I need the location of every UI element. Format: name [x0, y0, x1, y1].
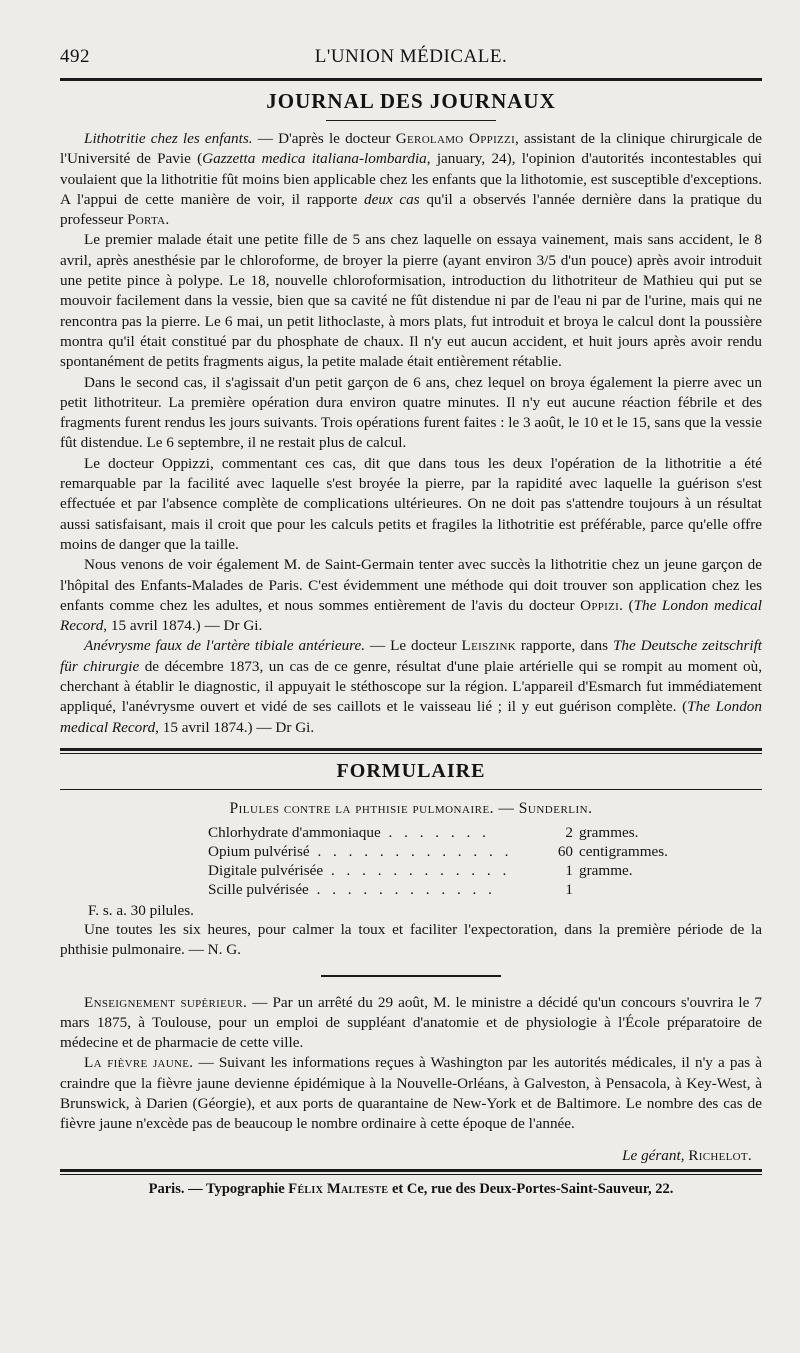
- formulaire-rule: [60, 748, 762, 754]
- source-citation: The London medical Record: [60, 596, 762, 635]
- prescription-table: [208, 824, 668, 900]
- article-paragraph: Nous venons de voir également M. de Saint-Germain tenter avec succès la lithotritie chez un jeune garçon de l'hôpital des Enfants-Malades de Paris. C'est évidemment une méthode qui doit trouver son application chez les enfants comme chez les adultes, et nous sommes entièrement de l'avis du docteur Oppizi. (The London medical Record, 15 avril 1874.) — Dr Gi.: [60, 556, 762, 635]
- article-anevrysme: Anévrysme faux de l'artère tibiale antérieure. — Le docteur Leiszink rapporte, dans The Deutsche zeitschrift für chirurgie de décembre 1873, un cas de ce genre, résultat d'une plaie artérielle qui se rompit au moment où, cherchant à établir le diagnostic, il appuyait le stéthoscope sur la région. L'appareil d'Esmarch fut immédiatement appliqué, l'anévrysme ouvert et vidé de ses caillots et le vaisseau lié ; il y eut guérison complète. (The London medical Record, 15 avril 1874.) — Dr Gi.: [60, 637, 763, 736]
- formulaire-title-rule: [60, 789, 762, 790]
- page-header: [60, 46, 762, 76]
- article-paragraph: Dans le second cas, il s'agissait d'un petit garçon de 6 ans, chez lequel on broya également la pierre avec un petit lithotriteur. La première opération dura environ quatre minutes. Il n'y eut aucune réaction fébrile et des fragments furent rendus les jours suivants. Trois opérations furent faites : le 3 août, le 10 et le 15, sans que la vessie fût distendue. Le 6 septembre, il ne restait plus de calcul.: [60, 373, 762, 452]
- news-heading: La fièvre jaune.: [84, 1054, 194, 1072]
- news-item: La fièvre jaune. — Suivant les informations reçues à Washington par les autorités médicales, il n'y a pas à craindre que la fièvre jaune devienne épidémique à la Nouvelle-Orléans, à Galveston, à Pensacola, à Key-West, à Brunswick, à Darien (Géorgie), et aux ports de quarantaine de New-York et de Baltimore. Le nombre des cas de fièvre jaune n'excède pas de beaucoup le nombre ordinaire à cette époque de l'année.: [60, 1054, 762, 1133]
- header-rule: [60, 78, 762, 81]
- signature-name: Richelot.: [688, 1146, 752, 1164]
- footer-rule: [60, 1169, 762, 1175]
- prescription-row: Digitale pulvérisée . . . . . . . . . . . . 1 gramme.: [208, 861, 633, 879]
- author-name: Gerolamo Oppizzi: [395, 130, 516, 147]
- journal-section-title: JOURNAL DES JOURNAUX: [266, 89, 556, 113]
- prescription-row: Opium pulvérisé . . . . . . . . . . . . . 60 centigrammes.: [208, 842, 668, 860]
- news-item: Enseignement supérieur. — Par un arrêté du 29 août, M. le ministre a décidé qu'un concours s'ouvrira le 7 mars 1875, à Toulouse, pour un emploi de suppléant d'anatomie et de physiologie à l'École préparatoire de médecine et de pharmacie de cette ville.: [60, 993, 762, 1052]
- news-divider: [321, 975, 501, 977]
- professor-name: Porta: [127, 211, 166, 229]
- section-divider: [326, 120, 496, 121]
- article-lead: Anévrysme faux de l'artère tibiale antérieure.: [84, 637, 366, 655]
- printer-name: Félix Maltestе: [288, 1180, 389, 1197]
- prescription-row: Chlorhydrate d'ammoniaque . . . . . . . 2 grammes.: [208, 823, 639, 841]
- prescription-row: Scille pulvérisée . . . . . . . . . . . . 1: [208, 880, 573, 898]
- formulaire-section-title: FORMULAIRE: [336, 759, 486, 782]
- article-paragraph: Le docteur Oppizzi, commentant ces cas, dit que dans tous les deux l'opération de la lithotritie a été remarquable par la facilité avec laquelle s'est broyée la pierre, par la rapidité avec laquelle la guérison s'est effectuée et par l'absence complète de complications ultérieures. On ne doit pas s'attendre toujours à un résultat aussi satisfaisant, mais il croit que pour les calculs petits et fragiles la lithotritie est préférable, parce qu'elle offre moins de danger que la taille.: [60, 454, 762, 553]
- signature: Le gérant, Richelot.: [622, 1146, 752, 1164]
- imprint-line: Paris. — Typographie Félix Maltestе et Ce, rue des Deux-Portes-Saint-Sauveur, 22.: [148, 1180, 674, 1197]
- running-title: L'UNION MÉDICALE.: [314, 46, 508, 67]
- prescription-title: Pilules contre la phthisie pulmonaire. — Sunderlin.: [229, 799, 593, 817]
- article-lead: Lithotritie chez les enfants.: [84, 130, 253, 147]
- article-lithotritie-intro: Lithotritie chez les enfants. — D'après le docteur Gerolamo Oppizzi, assistant de la clinique chirurgicale de l'Université de Pavie (Gazzetta medica italiana-lombardia, january, 24), l'opinion d'autorités incontestables qui voulaient que la lithotritie fût moins bien applicable chez les enfants que la lithotomie, est susceptible d'exceptions. A l'appui de cette manière de voir, il rapporte deux cas qu'il a observés l'année dernière dans la pratique du professeur Porta.: [60, 130, 763, 229]
- prescription-instruction: F. s. a. 30 pilules.: [88, 901, 194, 919]
- author-name: Leiszink: [461, 637, 516, 655]
- journal-name: The Deutsche zeitschrift für chirurgie: [60, 637, 763, 675]
- page-number: 492: [60, 46, 90, 67]
- source-citation: The London medical Record: [60, 698, 762, 736]
- journal-name: Gazzetta medica italiana-lombardia: [202, 150, 427, 168]
- article-paragraph: Le premier malade était une petite fille de 5 ans chez laquelle on essaya vainement, mais sans accident, le 8 avril, après anesthésie par le chloroforme, de broyer la pierre (ayant environ 3/5 d'un pouce) après avoir introduit une petite pince à polype. Le 18, nouvelle chloroformisation, introduction du lithotriteur de Mathieu qui put se mouvoir facilement dans la vessie, bien que sa cavité ne fût distendue ni par de l'eau ni par de l'urine, mais qui ne rencontra pas la pierre. Le 6 mai, un petit lithoclaste, à mors plats, fut introduit et broya le calcul dont la poussière montra qu'il était constitué par du phosphate de chaux. Il n'y eut aucun accident, et huit jours après avoir rendu spontanément de petits fragments aigus, la petite malade était entièrement rétablie.: [60, 231, 762, 371]
- news-heading: Enseignement supérieur.: [84, 993, 248, 1011]
- prescription-usage: Une toutes les six heures, pour calmer la toux et faciliter l'expectoration, dans la première période de la phthisie pulmonaire. — N. G.: [60, 920, 762, 959]
